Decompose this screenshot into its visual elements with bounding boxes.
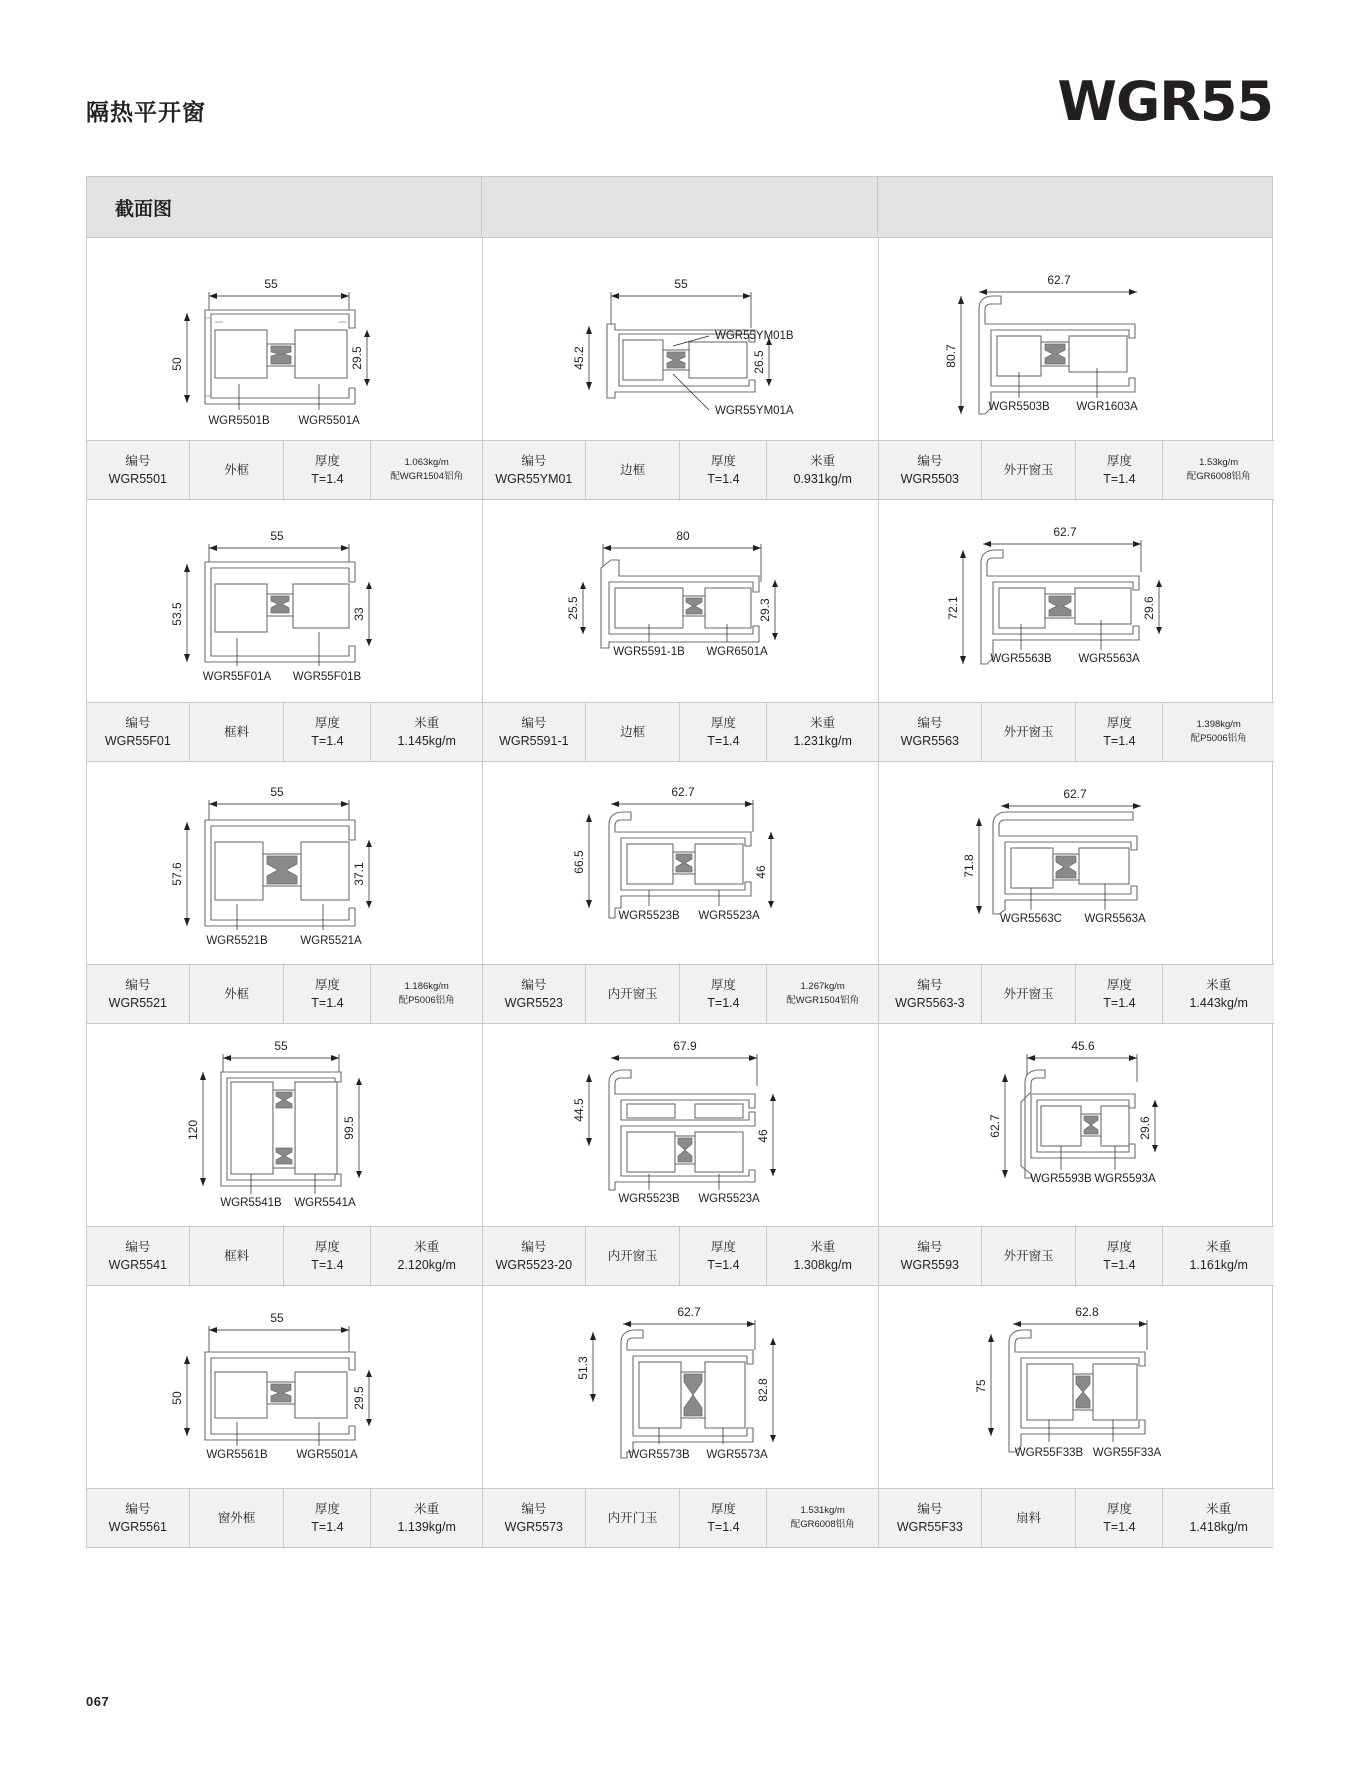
dim-width: 55 (274, 1039, 288, 1053)
spec-thickness-label: 厚度 (1106, 1501, 1132, 1516)
spec-type (190, 1489, 285, 1547)
spec-weight-note: 配P5006铝角 (398, 995, 455, 1006)
spec-strip (879, 1226, 1274, 1286)
table-row (87, 500, 1272, 762)
part-label: WGR5563A (1078, 653, 1140, 665)
profile-figure (87, 1024, 482, 1226)
dim-right: 46 (756, 1129, 770, 1143)
part-label: WGR5563A (1084, 913, 1146, 925)
spec-type (190, 703, 285, 761)
spec-thickness (1076, 1489, 1163, 1547)
dim-width: 62.7 (1047, 273, 1071, 287)
spec-type (586, 441, 681, 499)
profile-figure (879, 500, 1274, 702)
spec-thickness-label: 厚度 (710, 453, 736, 468)
spec-strip (879, 964, 1274, 1024)
band-cell-2 (482, 177, 877, 237)
spec-thickness-value: T=1.4 (1103, 1258, 1136, 1272)
spec-thickness (1076, 703, 1163, 761)
dim-right: 37.1 (352, 862, 366, 886)
spec-type (586, 703, 681, 761)
spec-code-label: 编号 (125, 715, 151, 730)
spec-thickness-value: T=1.4 (707, 472, 740, 486)
spec-type-value: 边框 (620, 724, 646, 739)
spec-thickness-label: 厚度 (1106, 453, 1132, 468)
spec-code-label: 编号 (521, 715, 547, 730)
spec-type (190, 965, 285, 1023)
spec-thickness-label: 厚度 (710, 715, 736, 730)
profile-cell-1 (87, 238, 483, 500)
dim-right: 33 (352, 607, 366, 621)
dim-height: 50 (170, 1391, 184, 1405)
spec-code (87, 1227, 190, 1285)
spec-weight (371, 965, 482, 1023)
spec-thickness (284, 441, 371, 499)
spec-weight (371, 441, 482, 499)
spec-code-value: WGR55F33 (896, 1520, 963, 1534)
spec-type (190, 441, 285, 499)
profile-figure (483, 238, 878, 440)
profile-cell-10 (87, 1024, 483, 1286)
spec-type-value: 框料 (224, 724, 250, 739)
spec-weight-value: 1.418kg/m (1189, 1520, 1248, 1534)
profile-figure (87, 762, 482, 964)
spec-thickness-value: T=1.4 (311, 734, 344, 748)
spec-code (483, 965, 586, 1023)
spec-code-label: 编号 (125, 977, 151, 992)
profile-cell-7 (87, 762, 483, 1024)
part-label: WGR5521B (206, 935, 268, 947)
spec-type (982, 441, 1077, 499)
spec-thickness (1076, 965, 1163, 1023)
spec-code-value: WGR5593 (900, 1258, 960, 1272)
spec-code (879, 441, 982, 499)
spec-weight-value: 2.120kg/m (397, 1258, 456, 1272)
spec-type-value: 扇料 (1016, 1510, 1042, 1525)
dim-right: 26.5 (752, 350, 766, 374)
spec-thickness-label: 厚度 (314, 1239, 340, 1254)
spec-thickness-value: T=1.4 (1103, 734, 1136, 748)
spec-code (879, 1227, 982, 1285)
part-label: WGR5593B (1030, 1173, 1092, 1185)
band-cell-3 (878, 177, 1272, 237)
dim-width: 62.7 (1063, 787, 1087, 801)
part-label: WGR5501A (298, 415, 360, 427)
dim-height: 71.8 (962, 854, 976, 878)
spec-thickness (680, 1489, 767, 1547)
spec-thickness (284, 1227, 371, 1285)
spec-type (982, 1489, 1077, 1547)
spec-code-label: 编号 (917, 715, 943, 730)
spec-code (87, 965, 190, 1023)
spec-thickness-value: T=1.4 (707, 1520, 740, 1534)
spec-code-label: 编号 (125, 1501, 151, 1516)
spec-type (982, 965, 1077, 1023)
profile-figure (879, 1024, 1274, 1226)
table-row (87, 238, 1272, 500)
spec-thickness-value: T=1.4 (1103, 472, 1136, 486)
spec-strip (483, 440, 878, 500)
dim-width: 62.7 (671, 785, 695, 799)
spec-thickness (680, 703, 767, 761)
spec-weight (767, 1489, 878, 1547)
dim-width: 55 (270, 785, 284, 799)
part-label: WGR5503B (988, 401, 1050, 413)
dim-height: 51.3 (576, 1356, 590, 1380)
dim-width: 67.9 (673, 1039, 697, 1053)
part-label: WGR5561B (206, 1449, 268, 1461)
spec-strip (87, 964, 482, 1024)
spec-thickness-value: T=1.4 (311, 996, 344, 1010)
spec-weight (767, 703, 878, 761)
spec-thickness-value: T=1.4 (707, 1258, 740, 1272)
spec-weight-note: 配P5006铝角 (1190, 733, 1247, 744)
page-number: 067 (86, 1694, 110, 1709)
spec-code (483, 441, 586, 499)
profile-figure (87, 238, 482, 440)
spec-thickness-label: 厚度 (710, 977, 736, 992)
spec-code-value: WGR55YM01 (495, 472, 573, 486)
spec-type-value: 外开窗玉 (1003, 986, 1054, 1001)
part-label: WGR5541B (220, 1197, 282, 1209)
spec-code (879, 965, 982, 1023)
spec-weight-value: 1.231kg/m (793, 734, 852, 748)
dim-width: 62.8 (1075, 1305, 1099, 1319)
spec-type (982, 1227, 1077, 1285)
profile-figure (87, 500, 482, 702)
spec-thickness-value: T=1.4 (311, 1258, 344, 1272)
part-label: WGR55YM01A (715, 405, 794, 417)
spec-code-label: 编号 (521, 453, 547, 468)
dim-right: 29.3 (758, 598, 772, 622)
table-band-header (87, 177, 1272, 238)
spec-thickness-label: 厚度 (314, 453, 340, 468)
spec-thickness-label: 厚度 (1106, 977, 1132, 992)
dim-height: 50 (170, 357, 184, 371)
spec-thickness-value: T=1.4 (1103, 996, 1136, 1010)
spec-weight-label: 米重 (414, 1239, 440, 1254)
profile-cell-5 (483, 500, 879, 762)
spec-code-value: WGR5523-20 (495, 1258, 573, 1272)
spec-type (586, 965, 681, 1023)
part-label: WGR5573B (628, 1449, 690, 1461)
spec-thickness-value: T=1.4 (311, 472, 344, 486)
spec-type-value: 窗外框 (217, 1510, 256, 1525)
page-header (86, 70, 1273, 142)
dim-right: 29.5 (352, 1386, 366, 1410)
dim-right: 29.6 (1142, 596, 1156, 620)
part-label: WGR5563B (990, 653, 1052, 665)
spec-weight-label: 米重 (810, 453, 836, 468)
spec-weight-note: 配WGR1504铝角 (390, 471, 464, 482)
spec-weight (371, 703, 482, 761)
dim-height: 45.2 (572, 346, 586, 370)
part-label: WGR55YM01B (715, 330, 794, 342)
spec-code (87, 441, 190, 499)
spec-code-value: WGR5591-1 (499, 734, 569, 748)
spec-thickness (1076, 441, 1163, 499)
dim-height: 75 (974, 1379, 988, 1393)
spec-code-label: 编号 (917, 1239, 943, 1254)
dim-right: 46 (754, 865, 768, 879)
spec-weight-value: 1.186kg/m (404, 981, 449, 993)
profile-cell-9 (879, 762, 1274, 1024)
part-label: WGR5563C (1000, 913, 1062, 925)
spec-type-value: 外开窗玉 (1003, 1248, 1054, 1263)
part-label: WGR5573A (706, 1449, 768, 1461)
profile-cell-14 (483, 1286, 879, 1547)
part-label: WGR5501B (208, 415, 270, 427)
spec-code-value: WGR55F01 (104, 734, 171, 748)
spec-type-value: 内开窗玉 (607, 986, 658, 1001)
spec-strip (483, 964, 878, 1024)
spec-thickness (680, 965, 767, 1023)
spec-code-value: WGR5563-3 (895, 996, 965, 1010)
profile-figure (483, 762, 878, 964)
spec-weight (1163, 1489, 1274, 1547)
spec-strip (87, 702, 482, 762)
dim-right: 29.6 (1138, 1116, 1152, 1140)
dim-height: 57.6 (170, 862, 184, 886)
spec-weight (371, 1489, 482, 1547)
profile-figure (879, 238, 1274, 440)
spec-weight (767, 965, 878, 1023)
spec-code-value: WGR5521 (108, 996, 168, 1010)
band-title: 截面图 (115, 198, 173, 220)
part-label: WGR55F01B (292, 671, 362, 683)
spec-type-value: 框料 (224, 1248, 250, 1263)
spec-weight (1163, 441, 1274, 499)
spec-code-value: WGR5523 (504, 996, 564, 1010)
profile-figure (879, 762, 1274, 964)
part-label: WGR5521A (300, 935, 362, 947)
spec-code-label: 编号 (521, 1239, 547, 1254)
part-label: WGR55F01A (202, 671, 272, 683)
spec-type-value: 外框 (224, 462, 250, 477)
spec-type-value: 外开窗玉 (1003, 724, 1054, 739)
profile-figure (483, 1024, 878, 1226)
spec-code (87, 1489, 190, 1547)
spec-weight-label: 米重 (414, 715, 440, 730)
spec-weight-note: 配GR6008铝角 (1186, 471, 1251, 482)
part-label: WGR5523A (698, 1193, 760, 1205)
spec-weight-label: 米重 (810, 715, 836, 730)
part-label: WGR5541A (294, 1197, 356, 1209)
part-label: WGR5591-1B (613, 646, 685, 658)
spec-code-value: WGR5573 (504, 1520, 564, 1534)
spec-weight (1163, 703, 1274, 761)
profile-figure (87, 1286, 482, 1488)
part-label: WGR55F33A (1092, 1447, 1162, 1459)
spec-code (483, 1227, 586, 1285)
spec-weight-value: 1.145kg/m (397, 734, 456, 748)
spec-weight-value: 1.531kg/m (800, 1505, 845, 1517)
dim-height: 53.5 (170, 602, 184, 626)
part-label: WGR6501A (706, 646, 768, 658)
spec-strip (483, 1226, 878, 1286)
spec-code (879, 1489, 982, 1547)
profile-figure (879, 1286, 1274, 1488)
spec-thickness-value: T=1.4 (1103, 1520, 1136, 1534)
spec-code (483, 703, 586, 761)
spec-thickness-label: 厚度 (1106, 715, 1132, 730)
profile-cell-8 (483, 762, 879, 1024)
dim-width: 45.6 (1071, 1039, 1095, 1053)
part-label: WGR5523B (618, 910, 680, 922)
spec-code-label: 编号 (125, 453, 151, 468)
spec-code-label: 编号 (917, 453, 943, 468)
spec-strip (87, 1226, 482, 1286)
dim-height: 44.5 (572, 1098, 586, 1122)
dim-height: 120 (186, 1119, 200, 1141)
dim-height: 25.5 (566, 596, 580, 620)
dim-width: 55 (270, 529, 284, 543)
spec-code-label: 编号 (917, 977, 943, 992)
spec-type (586, 1489, 681, 1547)
spec-weight-label: 米重 (1206, 1501, 1232, 1516)
spec-thickness-label: 厚度 (710, 1239, 736, 1254)
spec-type-value: 内开窗玉 (607, 1248, 658, 1263)
spec-weight-value: 1.139kg/m (397, 1520, 456, 1534)
spec-weight-value: 1.443kg/m (1189, 996, 1248, 1010)
profile-cell-3 (879, 238, 1274, 500)
dim-height: 62.7 (988, 1114, 1002, 1138)
table-row (87, 1024, 1272, 1286)
spec-strip (879, 1488, 1274, 1547)
part-label: WGR5501A (296, 1449, 358, 1461)
spec-weight-note: 配WGR1504铝角 (786, 995, 860, 1006)
dim-width: 62.7 (677, 1305, 701, 1319)
part-label: WGR5523B (618, 1193, 680, 1205)
dim-height: 72.1 (946, 596, 960, 620)
spec-thickness (284, 1489, 371, 1547)
dim-width: 80 (676, 529, 690, 543)
spec-weight-value: 1.063kg/m (404, 457, 449, 469)
spec-weight (1163, 965, 1274, 1023)
dim-right: 29.5 (350, 346, 364, 370)
profile-figure (483, 1286, 878, 1488)
spec-weight-value: 1.53kg/m (1199, 457, 1239, 469)
spec-weight-label: 米重 (810, 1239, 836, 1254)
spec-strip (87, 440, 482, 500)
spec-thickness-label: 厚度 (314, 715, 340, 730)
spec-weight-value: 1.161kg/m (1189, 1258, 1248, 1272)
spec-thickness (680, 441, 767, 499)
spec-weight-value: 0.931kg/m (793, 472, 852, 486)
spec-weight-value: 1.398kg/m (1196, 719, 1241, 731)
spec-code-value: WGR5561 (108, 1520, 168, 1534)
dim-width: 55 (270, 1311, 284, 1325)
spec-strip (483, 702, 878, 762)
dim-height: 66.5 (572, 850, 586, 874)
spec-code-label: 编号 (521, 1501, 547, 1516)
spec-thickness-label: 厚度 (314, 977, 340, 992)
spec-thickness-label: 厚度 (314, 1501, 340, 1516)
spec-thickness (1076, 1227, 1163, 1285)
page-title: 隔热平开窗 (86, 99, 206, 125)
spec-code (87, 703, 190, 761)
profile-cell-13 (87, 1286, 483, 1547)
spec-strip (87, 1488, 482, 1547)
profile-cell-11 (483, 1024, 879, 1286)
spec-weight (371, 1227, 482, 1285)
table-row (87, 762, 1272, 1024)
dim-right: 82.8 (756, 1378, 770, 1402)
band-cell-title (87, 177, 482, 237)
spec-strip (483, 1488, 878, 1547)
spec-code-label: 编号 (521, 977, 547, 992)
spec-code (483, 1489, 586, 1547)
spec-thickness-value: T=1.4 (707, 996, 740, 1010)
spec-type-value: 外框 (224, 986, 250, 1001)
spec-weight-value: 1.267kg/m (800, 981, 845, 993)
spec-type (982, 703, 1077, 761)
part-label: WGR1603A (1076, 401, 1138, 413)
table-row (87, 1286, 1272, 1547)
spec-thickness (284, 965, 371, 1023)
spec-type-value: 外开窗玉 (1003, 462, 1054, 477)
spec-thickness-value: T=1.4 (311, 1520, 344, 1534)
spec-thickness (680, 1227, 767, 1285)
spec-code-label: 编号 (125, 1239, 151, 1254)
spec-weight (1163, 1227, 1274, 1285)
section-table (86, 176, 1273, 1548)
spec-code-value: WGR5503 (900, 472, 960, 486)
series-code: WGR55 (1057, 70, 1273, 133)
spec-type (190, 1227, 285, 1285)
spec-code (879, 703, 982, 761)
spec-type-value: 边框 (620, 462, 646, 477)
profile-figure (483, 500, 878, 702)
spec-thickness (284, 703, 371, 761)
spec-code-value: WGR5501 (108, 472, 168, 486)
spec-weight-note: 配GR6008铝角 (790, 1519, 855, 1530)
spec-strip (879, 702, 1274, 762)
part-label: WGR5523A (698, 910, 760, 922)
spec-type (586, 1227, 681, 1285)
spec-thickness-label: 厚度 (1106, 1239, 1132, 1254)
spec-weight-label: 米重 (414, 1501, 440, 1516)
part-label: WGR5593A (1094, 1173, 1156, 1185)
spec-code-label: 编号 (917, 1501, 943, 1516)
dim-width: 55 (264, 277, 278, 291)
spec-weight-label: 米重 (1206, 977, 1232, 992)
part-label: WGR55F33B (1014, 1447, 1084, 1459)
spec-code-value: WGR5563 (900, 734, 960, 748)
profile-cell-2 (483, 238, 879, 500)
spec-thickness-value: T=1.4 (707, 734, 740, 748)
dim-height: 80.7 (944, 344, 958, 368)
spec-weight-value: 1.308kg/m (793, 1258, 852, 1272)
dim-width: 62.7 (1053, 525, 1077, 539)
profile-cell-6 (879, 500, 1274, 762)
spec-thickness-label: 厚度 (710, 1501, 736, 1516)
profile-cell-15 (879, 1286, 1274, 1547)
spec-strip (879, 440, 1274, 500)
spec-weight-label: 米重 (1206, 1239, 1232, 1254)
spec-type-value: 内开门玉 (607, 1510, 658, 1525)
dim-width: 55 (674, 277, 688, 291)
spec-weight (767, 441, 878, 499)
profile-cell-4 (87, 500, 483, 762)
spec-code-value: WGR5541 (108, 1258, 168, 1272)
profile-cell-12 (879, 1024, 1274, 1286)
spec-weight (767, 1227, 878, 1285)
dim-right: 99.5 (342, 1116, 356, 1140)
